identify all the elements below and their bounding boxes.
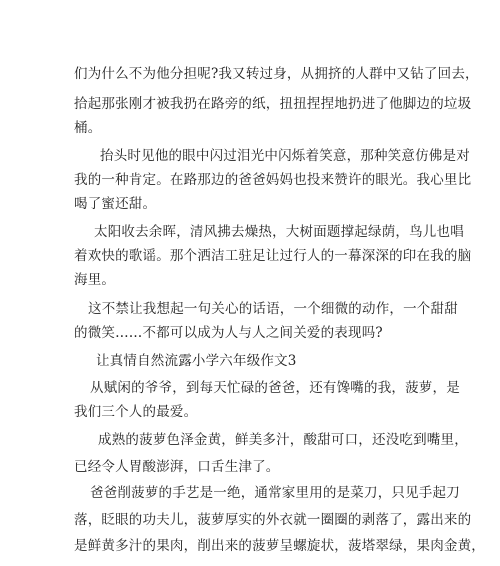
text-line: 已经令人胃酸澎湃，口舌生津了。 [74,459,280,475]
text-line: 抬头时见他的眼中闪过泪光中闪烁着笑意，那种笑意仿佛是对 [100,148,470,164]
text-line: 是鲜黄多汁的果肉，削出来的菠萝呈螺旋状，菠塔翠绿，果肉金黄， [74,538,485,554]
text-line: 从赋闲的爷爷，到每天忙碌的爸爸，还有馋嘴的我，菠萝，是 [90,380,460,396]
text-line: 爸爸削菠萝的手艺是一绝，通常家里用的是菜刀，只见手起刀 [90,485,460,501]
text-line: 太阳收去余晖，清风拂去燥热，大树面题撑起绿荫，鸟儿也唱 [94,224,464,240]
text-line: 喝了蜜还甜。 [74,196,157,212]
text-line: 落，眨眼的功夫儿，菠萝厚实的外衣就一圈圈的剥落了，露出来的 [74,512,472,528]
text-line: 拾起那张刚才被我扔在路旁的纸，扭扭捏捏地扔进了他脚边的垃圾 [74,96,472,112]
text-line: 我们三个人的最爱。 [74,404,198,420]
text-line: 海里。 [74,272,116,288]
text-line: 们为什么不为他分担呢?我又转过身，从拥挤的人群中又钻了回去， [74,66,479,82]
text-line: 桶。 [74,120,102,136]
text-line: 这不禁让我想起一句关心的话语，一个细微的动作，一个甜甜 [88,301,458,317]
text-line: 成熟的菠萝色泽金黄，鲜美多汁，酸甜可口，还没吃到嘴里， [98,432,468,448]
text-line: 的微笑……不都可以成为人与人之间关爱的表现吗? [74,325,383,341]
text-line: 我的一种肯定。在路那边的爸爸妈妈也投来赞许的眼光。我心里比 [74,172,472,188]
text-line: 着欢快的歌谣。那个洒洁工驻足让过行人的一幕深深的印在我的脑 [74,248,472,264]
section-title: 让真情自然流露小学六年级作文3 [96,353,297,369]
